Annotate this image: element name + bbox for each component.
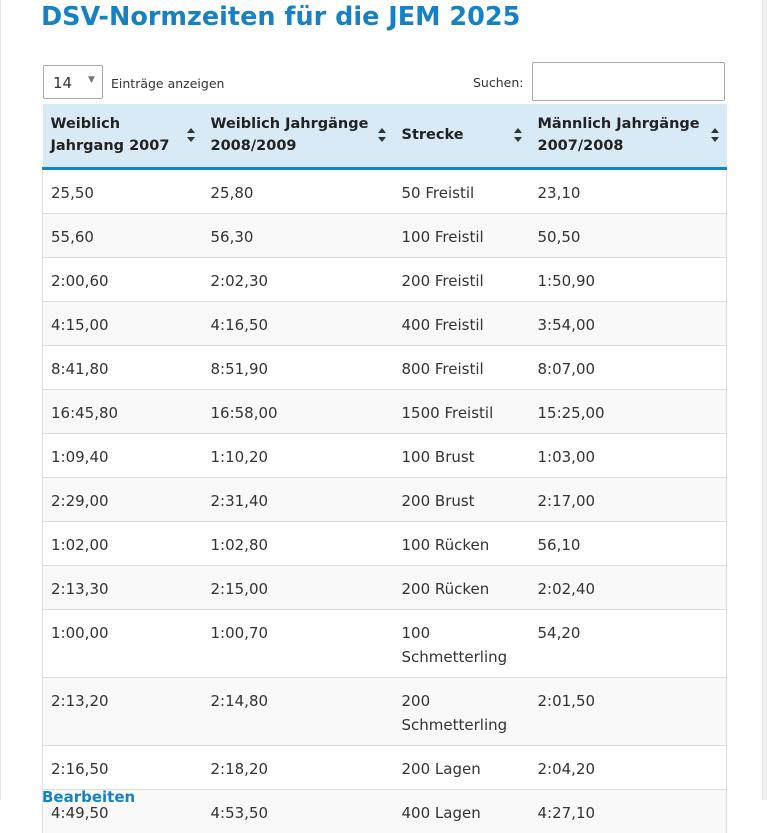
table-row bbox=[43, 301, 727, 345]
table-cell: 2:13,30 bbox=[43, 565, 203, 609]
table-cell: 3:54,00 bbox=[530, 301, 727, 345]
header-weiblich-2007[interactable] bbox=[43, 104, 203, 168]
table-row bbox=[43, 477, 727, 521]
table-cell: 200 Brust bbox=[394, 477, 530, 521]
table-cell: 1:50,90 bbox=[530, 257, 727, 301]
table-cell: 56,30 bbox=[203, 213, 394, 257]
sort-icon[interactable] bbox=[711, 128, 719, 142]
table-cell: 100 Schmetterling bbox=[394, 609, 530, 677]
table-cell: 100 Brust bbox=[394, 433, 530, 477]
table-row bbox=[43, 168, 727, 213]
table-cell: 1:02,80 bbox=[203, 521, 394, 565]
table-cell: 2:04,20 bbox=[530, 745, 727, 789]
table-header-row bbox=[43, 104, 727, 168]
table-row bbox=[43, 257, 727, 301]
table-cell: 100 Freistil bbox=[394, 213, 530, 257]
edit-link[interactable]: Bearbeiten bbox=[42, 788, 136, 806]
entries-per-page-value: 14 bbox=[53, 74, 73, 92]
header-maennlich-2007-2008[interactable] bbox=[530, 104, 727, 168]
table-cell: 16:58,00 bbox=[203, 389, 394, 433]
table-cell: 4:53,50 bbox=[203, 789, 394, 833]
table-cell: 1500 Freistil bbox=[394, 389, 530, 433]
table-row bbox=[43, 789, 727, 833]
page-title: DSV-Normzeiten für die JEM 2025 bbox=[41, 2, 521, 32]
column-header-label: Männlich Jahrgänge 2007/2008 bbox=[537, 116, 700, 155]
table-row bbox=[43, 389, 727, 433]
table-cell: 200 Freistil bbox=[394, 257, 530, 301]
table-row bbox=[43, 213, 727, 257]
table-cell: 4:49,50 bbox=[43, 789, 203, 833]
table-cell: 55,60 bbox=[43, 213, 203, 257]
sort-icon[interactable] bbox=[514, 128, 522, 142]
table-cell: 54,20 bbox=[530, 609, 727, 677]
table-cell: 8:51,90 bbox=[203, 345, 394, 389]
table-cell: 25,80 bbox=[210, 183, 254, 202]
column-header-label: Weiblich Jahrgang 2007 bbox=[50, 116, 170, 155]
table-cell: 4:16,50 bbox=[203, 301, 394, 345]
table-row bbox=[43, 433, 727, 477]
search-label: Suchen: bbox=[473, 75, 524, 90]
table-cell: 2:29,00 bbox=[43, 477, 203, 521]
table-cell: 1:02,00 bbox=[43, 521, 203, 565]
table-cell: 2:02,40 bbox=[530, 565, 727, 609]
table-cell: 1:09,40 bbox=[43, 433, 203, 477]
table-cell: 2:01,50 bbox=[530, 677, 727, 745]
table-row bbox=[43, 609, 727, 677]
table-cell: 4:27,10 bbox=[530, 789, 727, 833]
table-cell: 50,50 bbox=[530, 213, 727, 257]
entries-per-page-select[interactable] bbox=[43, 65, 103, 99]
table-cell: 4:15,00 bbox=[43, 301, 203, 345]
column-header-label: Weiblich Jahrgänge 2008/2009 bbox=[210, 116, 369, 155]
table-cell: 8:07,00 bbox=[530, 345, 727, 389]
entries-per-page-label: Einträge anzeigen bbox=[111, 76, 225, 91]
table-cell: 25,50 bbox=[43, 168, 203, 213]
table-cell: 200 Schmetterling bbox=[394, 677, 530, 745]
table-cell: 2:17,00 bbox=[530, 477, 727, 521]
table-cell: 2:14,80 bbox=[203, 677, 394, 745]
table-cell: 1:03,00 bbox=[530, 433, 727, 477]
table-cell: 15:25,00 bbox=[530, 389, 727, 433]
table-row bbox=[43, 521, 727, 565]
sort-icon[interactable] bbox=[378, 128, 386, 142]
table-cell: 2:00,60 bbox=[43, 257, 203, 301]
table-cell: 2:15,00 bbox=[203, 565, 394, 609]
table-cell: 800 Freistil bbox=[394, 345, 530, 389]
column-header-label: Strecke bbox=[401, 127, 464, 144]
sort-icon[interactable] bbox=[187, 128, 195, 142]
table-cell: 2:02,30 bbox=[203, 257, 394, 301]
table-row bbox=[43, 565, 727, 609]
scrollbar-track[interactable] bbox=[762, 0, 767, 800]
table-body bbox=[43, 168, 727, 833]
search-input[interactable] bbox=[532, 62, 725, 101]
table-row bbox=[43, 677, 727, 745]
page-frame-left bbox=[0, 0, 1, 800]
table-cell: 400 Freistil bbox=[394, 301, 530, 345]
chevron-down-icon: ▼ bbox=[88, 75, 95, 85]
table-cell: 8:41,80 bbox=[43, 345, 203, 389]
table-row bbox=[43, 745, 727, 789]
norm-times-table bbox=[42, 104, 727, 833]
table-cell: 1:10,20 bbox=[203, 433, 394, 477]
table-cell: 56,10 bbox=[530, 521, 727, 565]
header-strecke[interactable] bbox=[394, 104, 530, 168]
table-cell: 1:00,00 bbox=[43, 609, 203, 677]
table-cell: 2:13,20 bbox=[43, 677, 203, 745]
table-row bbox=[43, 345, 727, 389]
table-cell: 23,10 bbox=[530, 168, 727, 213]
table-cell: 100 Rücken bbox=[394, 521, 530, 565]
table-cell: 400 Lagen bbox=[394, 789, 530, 833]
table-cell: 2:18,20 bbox=[203, 745, 394, 789]
header-weiblich-2008-2009[interactable] bbox=[203, 104, 394, 168]
table-cell: 2:31,40 bbox=[203, 477, 394, 521]
table-cell: 1:00,70 bbox=[203, 609, 394, 677]
table-cell: 50 Freistil bbox=[401, 183, 475, 202]
table-cell: 2:16,50 bbox=[43, 745, 203, 789]
table-cell: 16:45,80 bbox=[43, 389, 203, 433]
table-cell: 200 Rücken bbox=[394, 565, 530, 609]
table-cell: 200 Lagen bbox=[394, 745, 530, 789]
